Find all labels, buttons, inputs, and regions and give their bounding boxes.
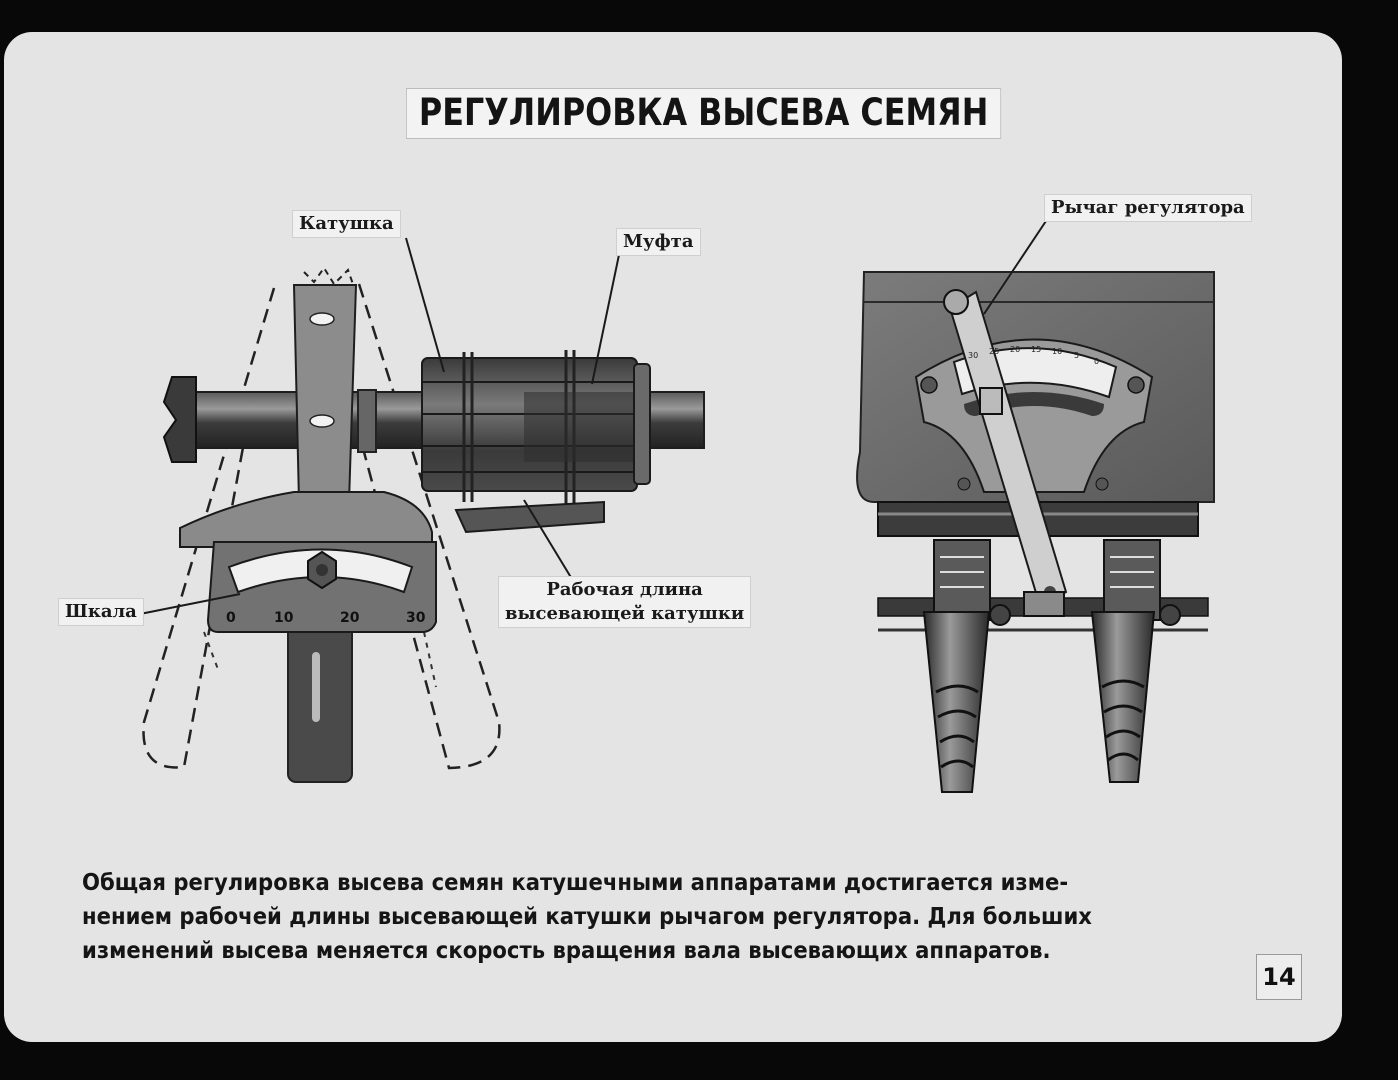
- lever-handle: [944, 290, 968, 314]
- dial-mark-30: 30: [968, 351, 979, 360]
- callout-working-length-line1: Рабочая длина: [546, 579, 703, 600]
- dial-mark-25: 25: [989, 347, 1000, 356]
- bracket: [180, 492, 432, 547]
- caption-line-2: нением рабочей длины высевающей катушки рычагом регулятора. Для больших: [82, 904, 1092, 930]
- dial-mark-20: 20: [1010, 345, 1021, 354]
- seed-meter-left: [934, 540, 990, 620]
- scale-mark-10: 10: [274, 610, 294, 626]
- lever-hole-bottom: [310, 415, 334, 427]
- callout-coil: Катушка: [292, 210, 401, 238]
- lever-slot: [312, 652, 320, 722]
- shaft-end-nut: [164, 377, 196, 462]
- dial-mark-0: 0: [1094, 357, 1100, 366]
- seed-tube-right: [1092, 612, 1154, 782]
- dial-mark-5: 5: [1074, 351, 1080, 360]
- page-number: 14: [1256, 954, 1302, 1000]
- caption: [82, 866, 1158, 968]
- dial-mark-10: 10: [1052, 347, 1063, 356]
- coupling: [634, 364, 650, 484]
- slide: [4, 32, 1342, 1042]
- callout-coupling: Муфта: [616, 228, 701, 256]
- callout-working-length-line2: высевающей катушки: [505, 603, 745, 624]
- scale-mark-20: 20: [340, 610, 360, 626]
- seed-coil-assembly: [144, 268, 705, 782]
- scale-mark-0: 0: [226, 610, 236, 626]
- dial-mark-15: 15: [1031, 345, 1042, 354]
- callout-scale: Шкала: [58, 598, 144, 626]
- slide-title: РЕГУЛИРОВКА ВЫСЕВА СЕМЯН: [406, 88, 1001, 139]
- lever-pointer: [980, 388, 1002, 414]
- lever-hole-top: [310, 313, 334, 325]
- seed-meter-right: [1104, 540, 1160, 620]
- caption-line-3: изменений высева меняется скорость вращения вала высевающих аппаратов.: [82, 938, 1051, 964]
- leader-coil: [406, 238, 444, 372]
- caption-line-1: Общая регулировка высева семян катушечными аппаратами достигается изме-: [82, 870, 1069, 896]
- seed-tube-left: [924, 612, 989, 792]
- scale-mark-30: 30: [406, 610, 426, 626]
- callout-regulator-lever: Рычаг регулятора: [1044, 194, 1252, 222]
- callout-working-length: [498, 576, 751, 628]
